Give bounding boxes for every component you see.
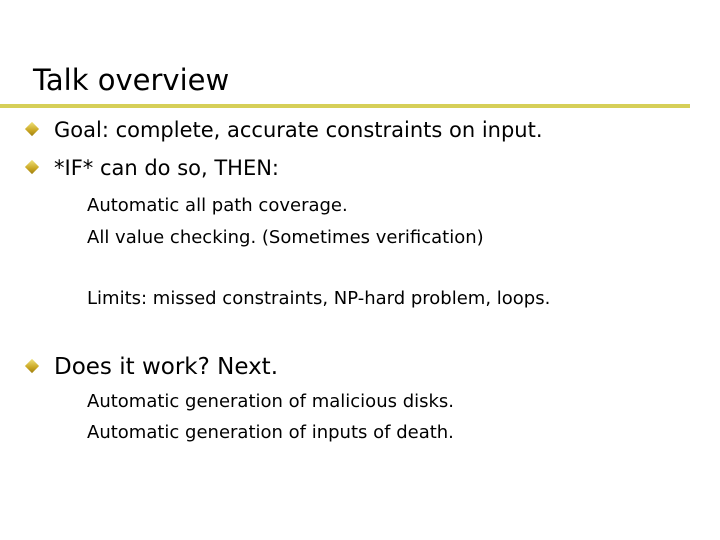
sub-item-path-coverage: Automatic all path coverage. [87, 195, 348, 216]
bullet-if-then-text: *IF* can do so, THEN: [54, 156, 280, 180]
bullet-does-it-work-text: Does it work? Next. [54, 354, 279, 380]
bullet-if-then [33, 155, 633, 181]
bullet-goal-text: Goal: complete, accurate constraints on input. [54, 118, 543, 142]
slide-title: Talk overview [33, 63, 230, 97]
bullet-does-it-work [33, 354, 633, 380]
diamond-bullet-icon [25, 359, 39, 373]
bullet-goal [33, 117, 633, 143]
sub-item-inputs-of-death: Automatic generation of inputs of death. [87, 422, 454, 443]
diamond-bullet-icon [25, 122, 39, 136]
sub-item-malicious-disks: Automatic generation of malicious disks. [87, 391, 455, 412]
title-underline [0, 104, 690, 108]
sub-item-limits: Limits: missed constraints, NP-hard problem, loops. [87, 288, 551, 309]
diamond-bullet-icon [25, 160, 39, 174]
sub-item-value-checking: All value checking. (Sometimes verification) [87, 227, 484, 248]
